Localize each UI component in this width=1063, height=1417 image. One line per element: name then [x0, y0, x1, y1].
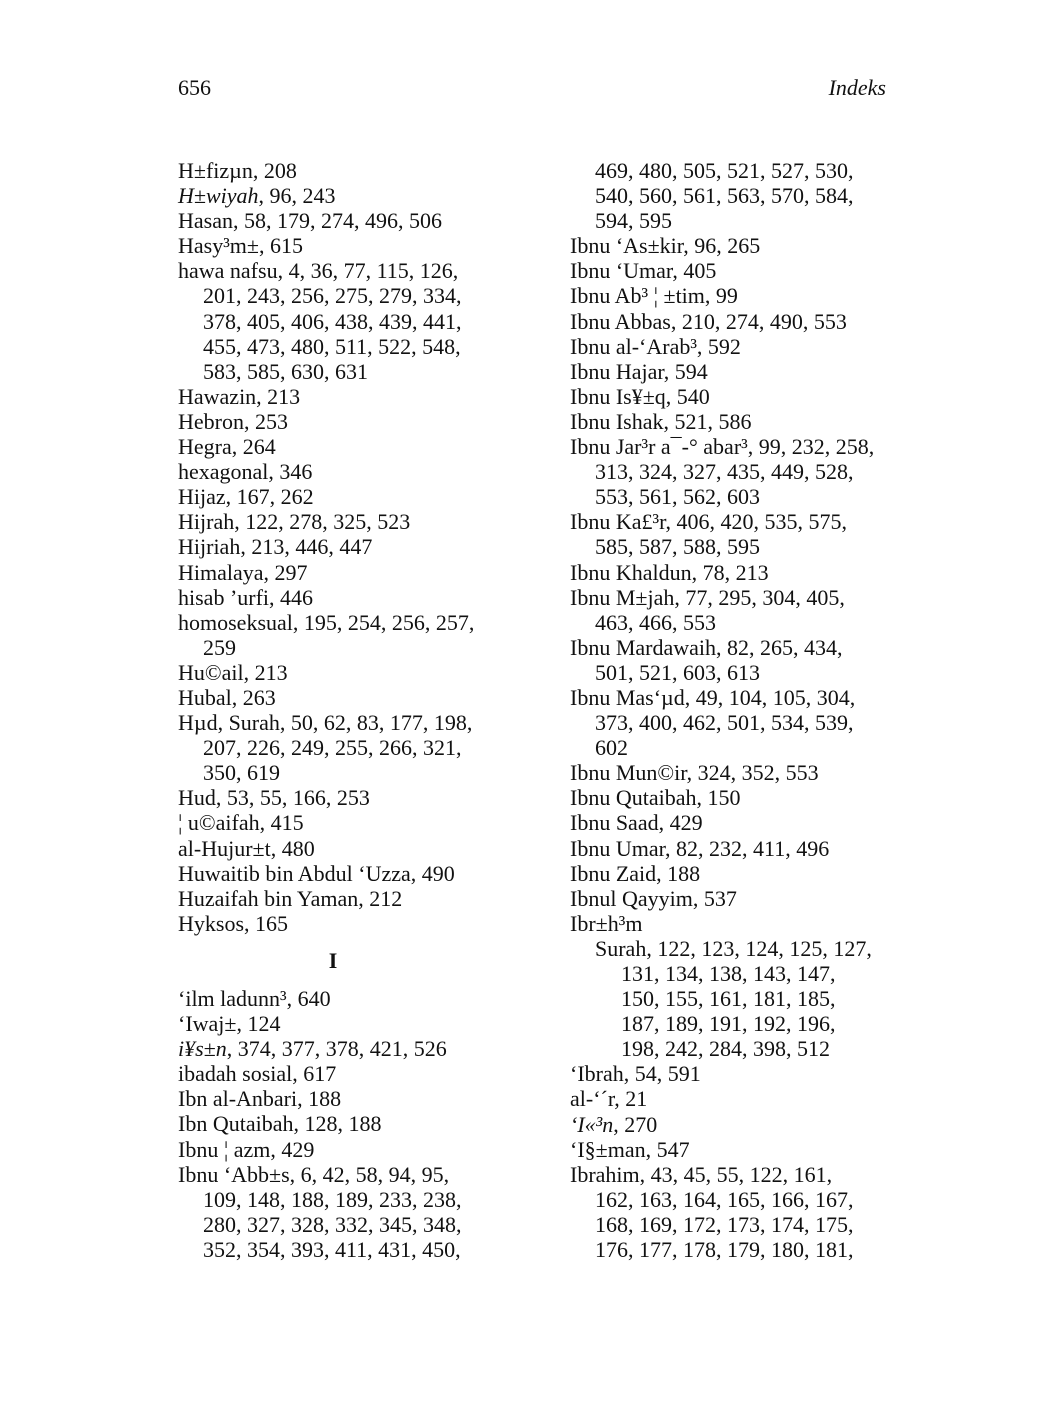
- index-entry: Ibr±h³m: [570, 910, 643, 936]
- index-entry-continuation: 150, 155, 161, 181, 185,: [621, 986, 836, 1012]
- index-entry-continuation: 350, 619: [203, 760, 280, 786]
- index-entry: Ibnu Umar, 82, 232, 411, 496: [570, 835, 830, 861]
- index-entry-continuation: 176, 177, 178, 179, 180, 181,: [595, 1237, 854, 1263]
- index-entry: al-Hujur±t, 480: [178, 835, 315, 861]
- index-entry: Ibnu M±jah, 77, 295, 304, 405,: [570, 584, 845, 610]
- index-entry-continuation: 540, 560, 561, 563, 570, 584,: [595, 183, 854, 209]
- index-entry-continuation: 501, 521, 603, 613: [595, 659, 760, 685]
- index-entry: Ibn al-Anbari, 188: [178, 1086, 342, 1112]
- index-entry: Hasy³m±, 615: [178, 233, 303, 259]
- index-entry: [178, 183, 508, 208]
- index-entry: [570, 1112, 900, 1137]
- index-entry-continuation: 585, 587, 588, 595: [595, 534, 760, 560]
- index-entry: Ibnu Ishak, 521, 586: [570, 408, 752, 434]
- index-entry-pages: , 270: [613, 1111, 658, 1137]
- index-entry: Hawazin, 213: [178, 383, 301, 409]
- index-entry: Ibrahim, 43, 45, 55, 122, 161,: [570, 1161, 833, 1187]
- index-entry-continuation: 463, 466, 553: [595, 609, 716, 635]
- index-entry: Ibnu al-‘Arab³, 592: [570, 333, 741, 359]
- index-entry: Hu©ail, 213: [178, 659, 288, 685]
- index-entry: Hijrah, 122, 278, 325, 523: [178, 509, 411, 535]
- index-entry-continuation: 259: [203, 634, 236, 660]
- index-entry: Ibnu ‘As±kir, 96, 265: [570, 233, 761, 259]
- index-entry: Hµd, Surah, 50, 62, 83, 177, 198,: [178, 710, 473, 736]
- index-entry: Ibnu Qutaibah, 150: [570, 785, 741, 811]
- index-entry: ‘I§±man, 547: [570, 1136, 690, 1162]
- index-entry-term: i¥s±n: [178, 1036, 227, 1062]
- index-entry-continuation: 583, 585, 630, 631: [203, 358, 368, 384]
- index-entry-continuation: 455, 473, 480, 511, 522, 548,: [203, 333, 461, 359]
- index-entry: Hyksos, 165: [178, 910, 289, 936]
- index-entry: Himalaya, 297: [178, 559, 308, 585]
- index-entry-continuation: 594, 595: [595, 208, 672, 234]
- index-entry: Ibnu Jar³r a¯-° abar³, 99, 232, 258,: [570, 434, 875, 460]
- index-entry: Ibnu Zaid, 188: [570, 860, 701, 886]
- index-entry: Hijaz, 167, 262: [178, 484, 314, 510]
- index-entry: Ibnu Hajar, 594: [570, 358, 708, 384]
- index-entry: Hud, 53, 55, 166, 253: [178, 785, 370, 811]
- index-entry-continuation: 162, 163, 164, 165, 166, 167,: [595, 1186, 854, 1212]
- index-entry: ‘ilm ladunn³, 640: [178, 986, 331, 1011]
- index-entry: Ibnu ‘Abb±s, 6, 42, 58, 94, 95,: [178, 1161, 450, 1187]
- section-letter: I: [328, 948, 338, 974]
- index-entry-continuation: 131, 134, 138, 143, 147,: [621, 961, 836, 986]
- index-entry: Ibn Qutaibah, 128, 188: [178, 1111, 382, 1137]
- index-entry-continuation: 168, 169, 172, 173, 174, 175,: [595, 1211, 854, 1237]
- index-entry: Ibnu Mun©ir, 324, 352, 553: [570, 760, 819, 786]
- index-entry: Ibnul Qayyim, 537: [570, 885, 737, 911]
- index-entry: Hijriah, 213, 446, 447: [178, 534, 373, 560]
- index-entry: ibadah sosial, 617: [178, 1061, 337, 1087]
- index-entry: Ibnu Ka£³r, 406, 420, 535, 575,: [570, 509, 848, 535]
- index-entry: ¦ u©aifah, 415: [178, 810, 304, 836]
- index-entry: H±fizµn, 208: [178, 158, 297, 183]
- index-column-left: [178, 158, 508, 1262]
- index-entry-continuation: 313, 324, 327, 435, 449, 528,: [595, 459, 854, 485]
- index-entry-continuation: 602: [595, 735, 628, 761]
- index-entry: [178, 1036, 508, 1061]
- index-entry: Ibnu Ab³ ¦ ±tim, 99: [570, 283, 738, 309]
- index-entry: Hegra, 264: [178, 434, 276, 460]
- index-entry-term: ‘I«³n: [570, 1111, 614, 1137]
- index-entry: Ibnu Mas‘µd, 49, 104, 105, 304,: [570, 684, 856, 710]
- index-entry: homoseksual, 195, 254, 256, 257,: [178, 609, 475, 635]
- index-entry-continuation: 201, 243, 256, 275, 279, 334,: [203, 283, 462, 309]
- index-entry: Ibnu Abbas, 210, 274, 490, 553: [570, 308, 847, 334]
- index-entry-continuation: 553, 561, 562, 603: [595, 484, 760, 510]
- index-entry-continuation: 373, 400, 462, 501, 534, 539,: [595, 710, 854, 736]
- page-number: 656: [178, 75, 211, 100]
- index-entry: Ibnu Khaldun, 78, 213: [570, 559, 769, 585]
- index-entry: hawa nafsu, 4, 36, 77, 115, 126,: [178, 258, 459, 284]
- index-entry: hisab ’urfi, 446: [178, 584, 314, 610]
- index-entry: ‘Ibrah, 54, 591: [570, 1061, 701, 1087]
- index-column-right: [570, 158, 900, 1262]
- index-entry-continuation: 187, 189, 191, 192, 196,: [621, 1011, 836, 1037]
- index-entry: ‘Iwaj±, 124: [178, 1011, 281, 1037]
- index-entry-continuation: 198, 242, 284, 398, 512: [621, 1036, 830, 1062]
- index-entry: Ibnu Mardawaih, 82, 265, 434,: [570, 634, 843, 660]
- index-entry-term: H±wiyah: [178, 183, 259, 209]
- index-entry: Ibnu ¦ azm, 429: [178, 1136, 315, 1162]
- index-entry-continuation: 109, 148, 188, 189, 233, 238,: [203, 1186, 462, 1212]
- index-entry-continuation: 207, 226, 249, 255, 266, 321,: [203, 735, 462, 761]
- index-entry-continuation: 378, 405, 406, 438, 439, 441,: [203, 308, 462, 334]
- index-entry: Ibnu Saad, 429: [570, 810, 703, 836]
- index-entry: Huwaitib bin Abdul ‘Uzza, 490: [178, 860, 455, 886]
- index-entry: Ibnu ‘Umar, 405: [570, 258, 717, 284]
- index-entry: hexagonal, 346: [178, 459, 313, 485]
- index-entry-pages: , 96, 243: [258, 183, 336, 209]
- index-entry-continuation: 469, 480, 505, 521, 527, 530,: [595, 158, 854, 183]
- index-entry: Hebron, 253: [178, 408, 288, 434]
- index-entry-continuation: 280, 327, 328, 332, 345, 348,: [203, 1211, 462, 1237]
- index-entry-continuation: Surah, 122, 123, 124, 125, 127,: [595, 935, 872, 961]
- index-entry-pages: , 374, 377, 378, 421, 526: [226, 1036, 447, 1062]
- index-entry-continuation: 352, 354, 393, 411, 431, 450,: [203, 1236, 461, 1262]
- index-entry: Hubal, 263: [178, 684, 276, 710]
- index-entry: Hasan, 58, 179, 274, 496, 506: [178, 208, 442, 234]
- index-entry: Huzaifah bin Yaman, 212: [178, 885, 403, 911]
- running-title: Indeks: [828, 75, 886, 100]
- index-entry: Ibnu Is¥±q, 540: [570, 383, 710, 409]
- index-entry: al-‘´r, 21: [570, 1086, 648, 1112]
